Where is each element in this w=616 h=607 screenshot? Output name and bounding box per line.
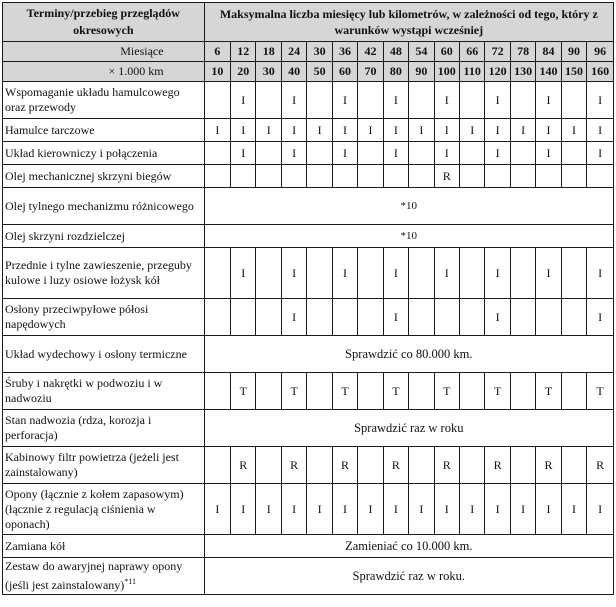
table-row xyxy=(3,535,614,558)
service-item-text: Olej tylnego mechanizmu różnicowego xyxy=(5,198,194,213)
schedule-cell: T xyxy=(332,373,357,410)
schedule-cell: I xyxy=(434,82,459,119)
schedule-cell: I xyxy=(434,119,459,142)
schedule-cell: I xyxy=(434,484,459,535)
schedule-cell xyxy=(204,82,230,119)
schedule-cell: I xyxy=(587,484,614,535)
schedule-cell: I xyxy=(231,484,256,535)
km-label: × 1.000 km xyxy=(3,62,205,82)
schedule-cell: I xyxy=(587,119,614,142)
schedule-cell: I xyxy=(383,299,408,336)
schedule-cell xyxy=(409,373,434,410)
month-header-cell: 96 xyxy=(587,42,614,62)
month-header-cell: 54 xyxy=(409,42,434,62)
schedule-cell: R xyxy=(383,447,408,484)
schedule-cell xyxy=(587,165,614,188)
schedule-cell xyxy=(409,142,434,165)
month-header-cell: 36 xyxy=(332,42,357,62)
month-header-cell: 30 xyxy=(307,42,332,62)
km-header-cell: 120 xyxy=(485,62,510,82)
km-header-cell: 50 xyxy=(307,62,332,82)
schedule-cell xyxy=(383,165,408,188)
schedule-cell: I xyxy=(231,142,256,165)
month-header-cell: 24 xyxy=(281,42,306,62)
km-header-cell: 90 xyxy=(409,62,434,82)
schedule-cell xyxy=(204,447,230,484)
km-header-cell: 60 xyxy=(332,62,357,82)
schedule-cell: I xyxy=(358,119,383,142)
schedule-cell: I xyxy=(409,119,434,142)
schedule-cell: I xyxy=(256,484,281,535)
schedule-cell: I xyxy=(231,82,256,119)
schedule-cell: I xyxy=(204,119,230,142)
schedule-cell: I xyxy=(383,248,408,299)
table-row xyxy=(3,225,614,248)
service-item-label xyxy=(3,299,205,336)
footnote-marker: *11 xyxy=(124,577,136,586)
service-item-text: Opony (łącznie z kołem zapasowym) (łącznie z regulacją ciśnienia w oponach) xyxy=(5,486,184,531)
schedule-cell xyxy=(536,165,561,188)
schedule-cell: I xyxy=(332,142,357,165)
km-header-cell: 30 xyxy=(256,62,281,82)
km-header-cell: 110 xyxy=(459,62,484,82)
month-header-cell: 78 xyxy=(510,42,535,62)
service-item-text: Olej skrzyni rozdzielczej xyxy=(5,228,125,243)
schedule-cell xyxy=(256,447,281,484)
table-body xyxy=(3,82,614,595)
schedule-cell xyxy=(204,299,230,336)
schedule-cell xyxy=(307,142,332,165)
schedule-cell xyxy=(358,165,383,188)
schedule-cell: I xyxy=(561,484,586,535)
service-item-text: Hamulce tarczowe xyxy=(5,122,95,137)
schedule-cell xyxy=(358,248,383,299)
schedule-cell xyxy=(510,165,535,188)
maintenance-table xyxy=(2,2,614,595)
schedule-cell: I xyxy=(485,484,510,535)
schedule-cell xyxy=(332,299,357,336)
schedule-cell: I xyxy=(307,119,332,142)
month-header-cell: 6 xyxy=(204,42,230,62)
schedule-cell xyxy=(231,299,256,336)
schedule-cell: I xyxy=(536,142,561,165)
schedule-cell: I xyxy=(536,484,561,535)
schedule-cell: T xyxy=(383,373,408,410)
service-item-text: Układ kierowniczy i połączenia xyxy=(5,145,158,160)
schedule-cell: I xyxy=(332,248,357,299)
schedule-cell xyxy=(358,373,383,410)
km-header-cell: 150 xyxy=(561,62,586,82)
schedule-cell xyxy=(536,299,561,336)
km-header-cell: 130 xyxy=(510,62,535,82)
schedule-cell xyxy=(256,82,281,119)
schedule-cell: T xyxy=(434,373,459,410)
schedule-cell xyxy=(561,82,586,119)
km-header-cell: 10 xyxy=(204,62,230,82)
service-item-text: Zestaw do awaryjnej naprawy opony (jeśli jest zainstalowany) xyxy=(5,559,183,592)
service-item-text: Przednie i tylne zawieszenie, przeguby kulowe i luzy osiowe łożysk kół xyxy=(5,258,192,287)
schedule-cell: T xyxy=(231,373,256,410)
month-header-cell: 90 xyxy=(561,42,586,62)
schedule-note: Zamieniać co 10.000 km. xyxy=(204,535,613,558)
schedule-cell: I xyxy=(281,299,306,336)
schedule-cell: I xyxy=(383,82,408,119)
schedule-cell: R xyxy=(434,447,459,484)
service-item-text: Olej mechanicznej skrzyni biegów xyxy=(5,168,172,183)
schedule-cell xyxy=(510,82,535,119)
service-item-text: Układ wydechowy i osłony termiczne xyxy=(5,346,187,361)
schedule-cell: T xyxy=(587,373,614,410)
schedule-cell xyxy=(409,82,434,119)
schedule-cell: I xyxy=(383,484,408,535)
service-item-label xyxy=(3,248,205,299)
schedule-cell: R xyxy=(434,165,459,188)
schedule-cell: T xyxy=(281,373,306,410)
schedule-cell: I xyxy=(434,142,459,165)
schedule-cell xyxy=(409,299,434,336)
service-item-label xyxy=(3,535,205,558)
schedule-cell: R xyxy=(587,447,614,484)
schedule-cell: T xyxy=(485,373,510,410)
schedule-cell xyxy=(204,165,230,188)
table-row xyxy=(3,484,614,535)
schedule-cell: I xyxy=(510,484,535,535)
schedule-cell xyxy=(204,248,230,299)
schedule-note: Sprawdzić raz w roku. xyxy=(204,558,613,595)
month-header-cell: 48 xyxy=(383,42,408,62)
month-header-cell: 72 xyxy=(485,42,510,62)
service-item-label xyxy=(3,119,205,142)
schedule-cell xyxy=(256,142,281,165)
schedule-cell xyxy=(307,82,332,119)
schedule-cell: I xyxy=(281,82,306,119)
schedule-cell: I xyxy=(231,248,256,299)
schedule-cell xyxy=(231,165,256,188)
schedule-cell xyxy=(409,165,434,188)
km-header-cell: 160 xyxy=(587,62,614,82)
schedule-cell xyxy=(561,248,586,299)
service-item-text: Śruby i nakrętki w podwoziu i w nadwoziu xyxy=(5,376,163,405)
schedule-cell: I xyxy=(358,484,383,535)
km-header-cell: 100 xyxy=(434,62,459,82)
schedule-cell: I xyxy=(536,248,561,299)
schedule-cell: R xyxy=(231,447,256,484)
schedule-cell xyxy=(459,248,484,299)
schedule-cell: I xyxy=(485,142,510,165)
service-item-label xyxy=(3,188,205,225)
schedule-cell xyxy=(307,299,332,336)
schedule-cell: I xyxy=(587,299,614,336)
schedule-cell: I xyxy=(332,82,357,119)
schedule-cell xyxy=(561,142,586,165)
schedule-cell xyxy=(510,299,535,336)
table-header xyxy=(3,3,614,82)
schedule-cell xyxy=(510,373,535,410)
schedule-cell: I xyxy=(561,119,586,142)
schedule-cell: I xyxy=(383,119,408,142)
table-row xyxy=(3,188,614,225)
schedule-cell: I xyxy=(587,248,614,299)
schedule-cell xyxy=(459,447,484,484)
km-header-cell: 140 xyxy=(536,62,561,82)
month-header-cell: 42 xyxy=(358,42,383,62)
schedule-cell: I xyxy=(536,82,561,119)
schedule-cell: I xyxy=(434,248,459,299)
schedule-cell xyxy=(281,165,306,188)
schedule-cell xyxy=(204,142,230,165)
schedule-cell xyxy=(307,248,332,299)
schedule-cell xyxy=(204,373,230,410)
schedule-cell xyxy=(485,165,510,188)
corner-header: Terminy/przebieg przeglądów okresowych xyxy=(3,3,205,42)
schedule-cell xyxy=(358,447,383,484)
service-item-label xyxy=(3,225,205,248)
interval-header: Maksymalna liczba miesięcy lub kilometrów, w zależności od tego, który z warunków wystąpi wcześniej xyxy=(204,3,613,42)
schedule-cell xyxy=(459,373,484,410)
schedule-note: Sprawdzić raz w roku xyxy=(204,410,613,447)
schedule-cell xyxy=(358,82,383,119)
km-row xyxy=(3,62,614,82)
schedule-cell xyxy=(459,142,484,165)
schedule-cell xyxy=(256,299,281,336)
table-row xyxy=(3,373,614,410)
km-header-cell: 40 xyxy=(281,62,306,82)
months-label: Miesiące xyxy=(3,42,205,62)
schedule-cell xyxy=(358,299,383,336)
table-row xyxy=(3,165,614,188)
schedule-cell: I xyxy=(485,119,510,142)
schedule-cell xyxy=(256,165,281,188)
table-row xyxy=(3,142,614,165)
schedule-note: *10 xyxy=(204,188,613,225)
schedule-cell: I xyxy=(256,119,281,142)
table-row xyxy=(3,558,614,595)
schedule-cell: I xyxy=(459,119,484,142)
service-item-label xyxy=(3,484,205,535)
schedule-cell xyxy=(561,165,586,188)
schedule-cell: I xyxy=(383,142,408,165)
table-row xyxy=(3,447,614,484)
schedule-cell xyxy=(409,248,434,299)
service-item-text: Wspomaganie układu hamulcowego oraz przewody xyxy=(5,85,180,114)
schedule-cell: I xyxy=(485,82,510,119)
schedule-cell: I xyxy=(307,484,332,535)
service-item-label xyxy=(3,336,205,373)
schedule-cell: R xyxy=(485,447,510,484)
table-row xyxy=(3,336,614,373)
table-row xyxy=(3,410,614,447)
table-row xyxy=(3,82,614,119)
schedule-cell: I xyxy=(485,299,510,336)
schedule-cell xyxy=(307,373,332,410)
schedule-cell xyxy=(510,447,535,484)
month-header-cell: 84 xyxy=(536,42,561,62)
schedule-cell xyxy=(561,447,586,484)
schedule-cell: R xyxy=(536,447,561,484)
schedule-cell: R xyxy=(332,447,357,484)
schedule-cell: I xyxy=(485,248,510,299)
schedule-cell: R xyxy=(281,447,306,484)
schedule-cell xyxy=(358,142,383,165)
schedule-cell: I xyxy=(332,119,357,142)
schedule-cell xyxy=(434,299,459,336)
month-header-cell: 66 xyxy=(459,42,484,62)
schedule-cell: I xyxy=(281,484,306,535)
table-row xyxy=(3,248,614,299)
schedule-cell xyxy=(510,248,535,299)
months-row xyxy=(3,42,614,62)
schedule-cell xyxy=(459,299,484,336)
service-item-text: Kabinowy filtr powietrza (jeżeli jest zainstalowany) xyxy=(5,450,179,479)
schedule-cell: I xyxy=(536,119,561,142)
schedule-cell xyxy=(332,165,357,188)
table-row xyxy=(3,119,614,142)
schedule-cell: I xyxy=(587,142,614,165)
schedule-cell: I xyxy=(281,142,306,165)
service-item-text: Stan nadwozia (rdza, korozja i perforacja) xyxy=(5,413,152,442)
month-header-cell: 60 xyxy=(434,42,459,62)
schedule-cell: I xyxy=(409,484,434,535)
service-item-label xyxy=(3,447,205,484)
service-item-text: Osłony przeciwpyłowe półosi napędowych xyxy=(5,302,149,331)
service-item-label xyxy=(3,165,205,188)
service-item-label xyxy=(3,558,205,595)
schedule-cell xyxy=(459,165,484,188)
schedule-cell xyxy=(409,447,434,484)
schedule-cell: I xyxy=(231,119,256,142)
schedule-cell xyxy=(459,82,484,119)
service-item-text: Zamiana kół xyxy=(5,538,66,553)
service-item-label xyxy=(3,82,205,119)
maintenance-schedule xyxy=(2,2,614,595)
month-header-cell: 18 xyxy=(256,42,281,62)
schedule-note: *10 xyxy=(204,225,613,248)
service-item-label xyxy=(3,142,205,165)
schedule-cell: I xyxy=(510,119,535,142)
schedule-cell xyxy=(307,447,332,484)
schedule-cell: I xyxy=(204,484,230,535)
schedule-cell: I xyxy=(281,248,306,299)
schedule-cell: I xyxy=(459,484,484,535)
km-header-cell: 80 xyxy=(383,62,408,82)
service-item-label xyxy=(3,373,205,410)
schedule-cell xyxy=(256,248,281,299)
km-header-cell: 70 xyxy=(358,62,383,82)
schedule-cell xyxy=(510,142,535,165)
service-item-label xyxy=(3,410,205,447)
schedule-cell xyxy=(561,373,586,410)
schedule-cell: T xyxy=(536,373,561,410)
schedule-cell xyxy=(307,165,332,188)
schedule-note: Sprawdzić co 80.000 km. xyxy=(204,336,613,373)
schedule-cell xyxy=(561,299,586,336)
schedule-cell: I xyxy=(587,82,614,119)
schedule-cell: I xyxy=(281,119,306,142)
schedule-cell: I xyxy=(332,484,357,535)
month-header-cell: 12 xyxy=(231,42,256,62)
table-row xyxy=(3,299,614,336)
schedule-cell xyxy=(256,373,281,410)
km-header-cell: 20 xyxy=(231,62,256,82)
